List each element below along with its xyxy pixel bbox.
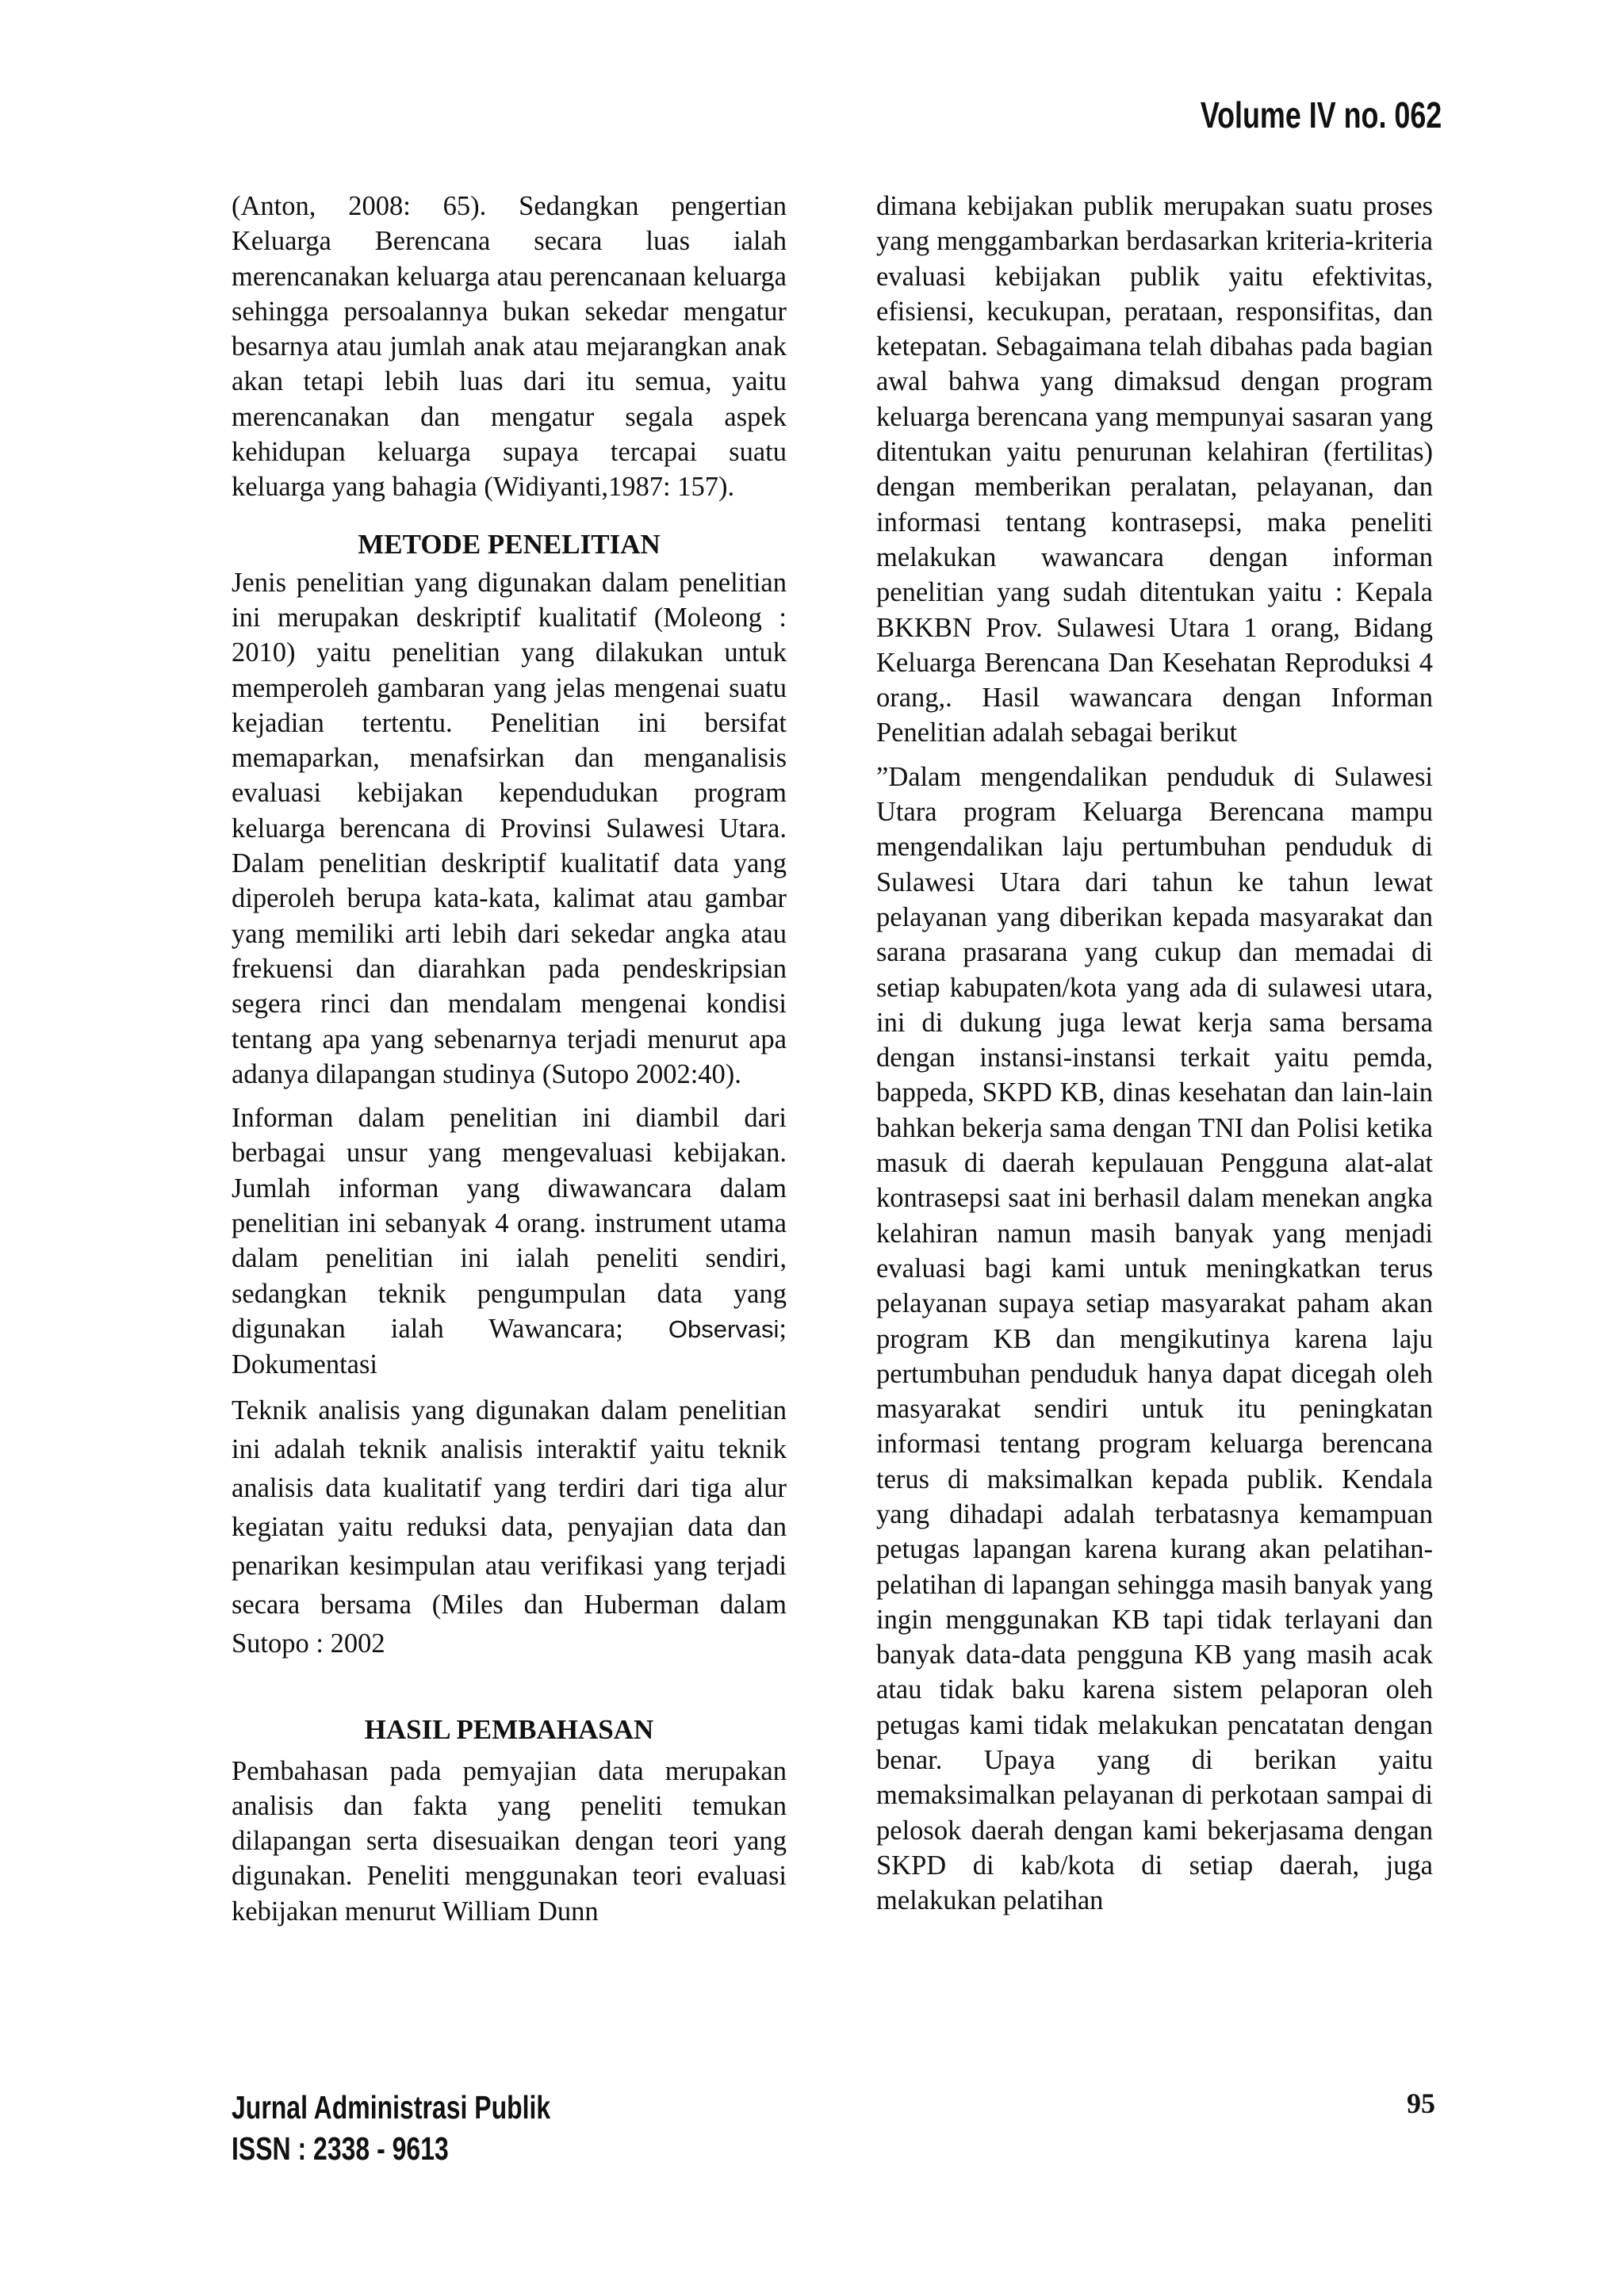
paragraph-intro: (Anton, 2008: 65). Sedangkan pengertian Keluarga Berencana secara luas ialah merencanakan keluarga atau perencanaan keluarga sehingga persoalannya bukan sekedar mengatur besarnya atau jumlah anak atau mejarangkan anak akan tetapi lebih luas dari itu semua, yaitu merencanakan dan mengatur segala aspek kehidupan keluarga supaya tercapai suatu keluarga yang bahagia (Widiyanti,1987: 157). <box>232 191 787 503</box>
right-column <box>876 189 1433 1919</box>
page-number: 95 <box>1407 2087 1435 2119</box>
left-column <box>232 189 787 1929</box>
heading-hasil-pembahasan: HASIL PEMBAHASAN <box>364 1713 654 1745</box>
journal-name: Jurnal Administrasi Publik <box>232 2089 551 2126</box>
paragraph-pembahasan: Pembahasan pada pemyajian data merupakan analisis dan fakta yang peneliti temukan dilapangan serta disesuaikan dengan teori yang digunakan. Peneliti menggunakan teori evaluasi kebijakan menurut William Dunn <box>232 1755 787 1927</box>
paragraph-kebijakan-publik: dimana kebijakan publik merupakan suatu proses yang menggambarkan berdasarkan kriteria-kriteria evaluasi kebijakan publik yaitu efektivitas, efisiensi, kecukupan, perataan, responsifitas, dan ketepatan. Sebagaimana telah dibahas pada bagian awal bahwa yang dimaksud dengan program keluarga berencana yang mempunyai sasaran yang ditentukan yaitu penurunan kelahiran (fertilitas) dengan memberikan peralatan, pelayanan, dan informasi tentang kontrasepsi, maka peneliti melakukan wawancara dengan informan penelitian yang sudah ditentukan yaitu : Kepala BKKBN Prov. Sulawesi Utara 1 orang, Bidang Keluarga Berencana Dan Kesehatan Reproduksi 4 orang,. Hasil wawancara dengan Informan Penelitian adalah sebagai berikut <box>876 191 1433 748</box>
heading-metode-penelitian: METODE PENELITIAN <box>358 528 661 560</box>
journal-issn: ISSN : 2338 - 9613 <box>232 2130 449 2167</box>
paragraph-teknik-analisis: Teknik analisis yang digunakan dalam penelitian ini adalah teknik analisis interaktif yaitu teknik analisis data kualitatif yang terdiri dari tiga alur kegiatan yaitu reduksi data, penyajian data dan penarikan kesimpulan atau verifikasi yang terjadi secara bersama (Miles dan Huberman dalam Sutopo : 2002 <box>232 1395 787 1659</box>
volume-header: Volume IV no. 062 <box>1200 94 1442 136</box>
paragraph-informan: Informan dalam penelitian ini diambil dari berbagai unsur yang mengevaluasi kebijakan. Jumlah informan yang diwawancara dalam penelitian ini sebanyak 4 orang. instrument utama dalam penelitian ini ialah peneliti sendiri, sedangkan teknik pengumpulan data yang digunakan ialah Wawancara; Observasi; Dokumentasi <box>232 1103 787 1380</box>
journal-footer <box>232 2087 550 2169</box>
paragraph-jenis-penelitian: Jenis penelitian yang digunakan dalam penelitian ini merupakan deskriptif kualitatif (Moleong : 2010) yaitu penelitian yang dilakukan untuk memperoleh gambaran yang jelas mengenai suatu kejadian tertentu. Penelitian ini bersifat memaparkan, menafsirkan dan menganalisis evaluasi kebijakan kependudukan program keluarga berencana di Provinsi Sulawesi Utara. Dalam penelitian deskriptif kualitatif data yang diperoleh berupa kata-kata, kalimat atau gambar yang memiliki arti lebih dari sekedar angka atau frekuensi dan diarahkan pada pendeskripsian segera rinci dan mendalam mengenai kondisi tentang apa yang sebenarnya terjadi menurut apa adanya dilapangan studinya (Sutopo 2002:40). <box>232 567 787 1089</box>
paragraph-wawancara-quote: ”Dalam mengendalikan penduduk di Sulawesi Utara program Keluarga Berencana mampu mengendalikan laju pertumbuhan penduduk di Sulawesi Utara dari tahun ke tahun lewat pelayanan yang diberikan kepada masyarakat dan sarana prasarana yang cukup dan memadai di setiap kabupaten/kota yang ada di sulawesi utara, ini di dukung juga lewat kerja sama bersama dengan instansi-instansi terkait yaitu pemda, bappeda, SKPD KB, dinas kesehatan dan lain-lain bahkan bekerja sama dengan TNI dan Polisi ketika masuk di daerah kepulauan Pengguna alat-alat kontrasepsi saat ini berhasil dalam menekan angka kelahiran namun masih banyak yang menjadi evaluasi bagi kami untuk meningkatkan terus pelayanan supaya setiap masyarakat paham akan program KB dan mengikutinya karena laju pertumbuhan penduduk hanya dapat dicegah oleh masyarakat sendiri untuk itu peningkatan informasi tentang program keluarga berencana terus di maksimalkan kepada publik. Kendala yang dihadapi adalah terbatasnya kemampuan petugas lapangan karena kurang akan pelatihan-pelatihan di lapangan sehingga masih banyak yang ingin menggunakan KB tapi tidak terlayani dan banyak data-data pengguna KB yang masih acak atau tidak baku karena sistem pelaporan oleh petugas kami tidak melakukan pencatatan dengan benar. Upaya yang di berikan yaitu memaksimalkan pelayanan di perkotaan sampai di pelosok daerah dengan kami bekerjasama dengan SKPD di kab/kota di setiap daerah, juga melakukan pelatihan <box>876 761 1433 1916</box>
